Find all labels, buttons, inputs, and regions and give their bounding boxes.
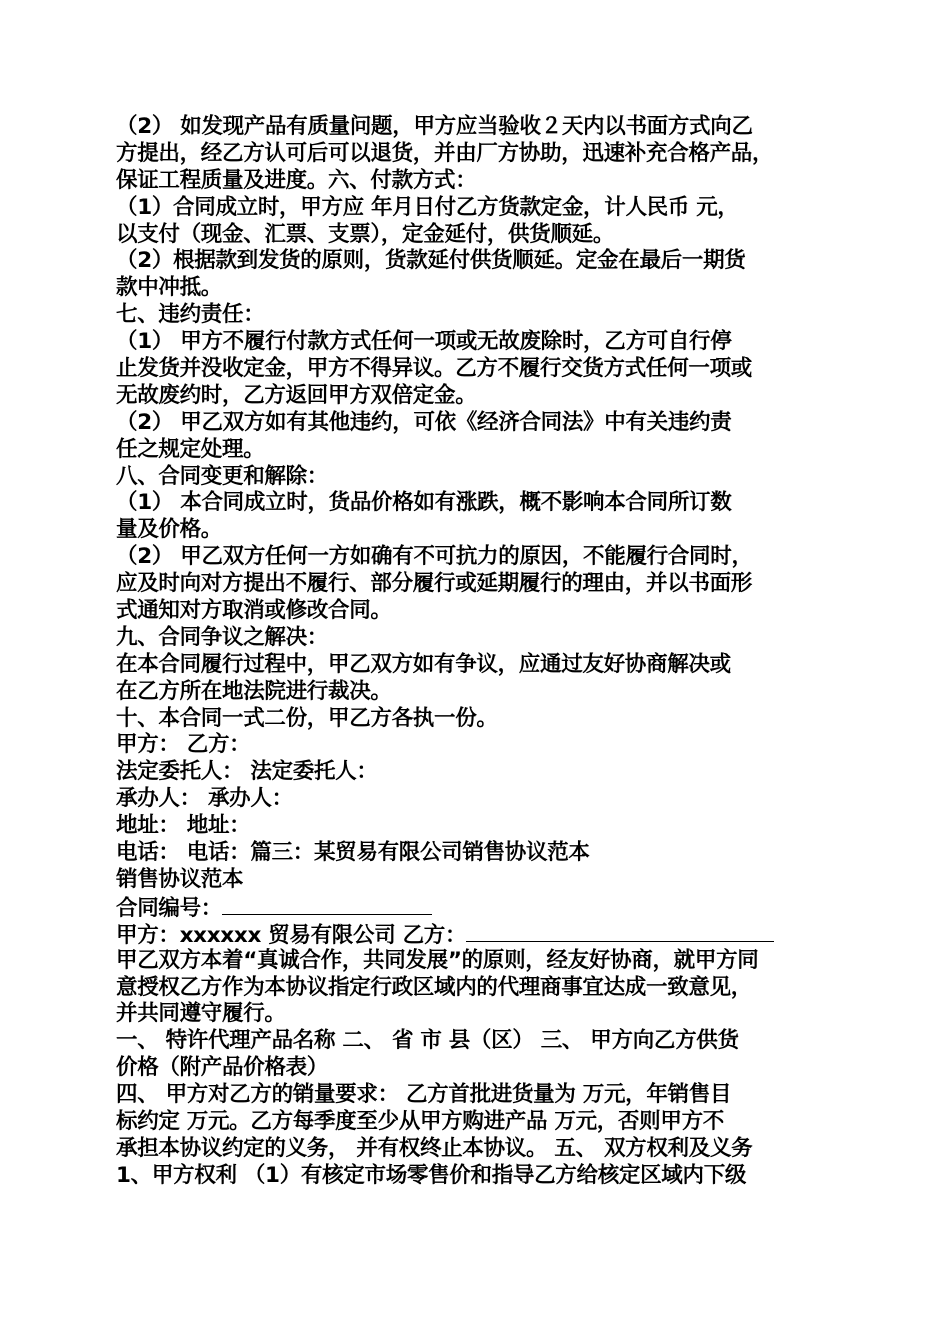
text-line: 无故废约时，乙方返回甲方双倍定金。 xyxy=(116,382,477,408)
document-page xyxy=(116,114,844,1190)
text-line: 承担本协议约定的义务， 并有权终止本协议。 五、 双方权利及义务 xyxy=(116,1135,753,1161)
signature-line: 承办人： 承办人： xyxy=(116,786,293,812)
text-line: 在乙方所在地法院进行裁决。 xyxy=(116,678,392,704)
party-label: 甲方：xxxxxx 贸易有限公司 乙方： xyxy=(116,922,467,948)
text-line: 款中冲抵。 xyxy=(116,275,223,301)
text-line: （1） 甲方不履行付款方式任何一项或无故废除时，乙方可自行停 xyxy=(116,329,732,355)
party-b-blank xyxy=(466,921,774,942)
text-line: （1） 本合同成立时，货品价格如有涨跌，概不影响本合同所订数 xyxy=(116,490,732,516)
contract-number-blank xyxy=(222,894,432,915)
text-line: 任之规定处理。 xyxy=(116,436,265,462)
text-line: （1）合同成立时，甲方应 年月日付乙方货款定金，计人民币 元， xyxy=(116,194,739,220)
text-line: 价格（附产品价格表） xyxy=(116,1055,329,1081)
text-line: 方提出，经乙方认可后可以退货，并由厂方协助，迅速补充合格产品， xyxy=(116,140,774,166)
contract-number-label: 合同编号： xyxy=(116,895,223,921)
text-line: 四、 甲方对乙方的销量要求： 乙方首批进货量为 万元，年销售目 xyxy=(116,1082,732,1108)
text-line: （2） 甲乙双方如有其他违约，可依《经济合同法》中有关违约责 xyxy=(116,409,732,435)
text-line: 保证工程质量及进度。六、付款方式： xyxy=(116,167,477,193)
signature-line: 甲方： 乙方： xyxy=(116,732,251,758)
contract-number-row xyxy=(116,894,844,921)
signature-line: 地址： 地址： xyxy=(116,813,251,839)
text-line: 标约定 万元。乙方每季度至少从甲方购进产品 万元，否则甲方不 xyxy=(116,1108,724,1134)
text-line: 量及价格。 xyxy=(116,517,223,543)
party-row xyxy=(116,921,844,948)
text-line: 一、 特许代理产品名称 二、 省 市 县（区） 三、 甲方向乙方供货 xyxy=(116,1028,739,1054)
text-line: 在本合同履行过程中，甲乙双方如有争议，应通过友好协商解决或 xyxy=(116,651,731,677)
text-line: 甲乙双方本着“真诚合作，共同发展”的原则，经友好协商，就甲方同 xyxy=(116,947,759,973)
document-title: 销售协议范本 xyxy=(116,866,244,892)
section-heading: 七、违约责任： xyxy=(116,302,265,328)
text-line: 式通知对方取消或修改合同。 xyxy=(116,598,392,624)
text-line: 意授权乙方作为本协议指定行政区域内的代理商事宜达成一致意见， xyxy=(116,974,753,1000)
text-line: 并共同遵守履行。 xyxy=(116,1001,286,1027)
text-line: （2） 甲乙双方任何一方如确有不可抗力的原因，不能履行合同时， xyxy=(116,544,753,570)
text-line: （2） 如发现产品有质量问题，甲方应当验收２天内以书面方式向乙 xyxy=(116,114,753,139)
text-line: 1、甲方权利 （1）有核定市场零售价和指导乙方给核定区域内下级 xyxy=(116,1162,747,1188)
text-line: 应及时向对方提出不履行、部分履行或延期履行的理由，并以书面形 xyxy=(116,571,753,597)
section-heading: 十、本合同一式二份，甲乙方各执一份。 xyxy=(116,705,498,731)
section-heading: 九、合同争议之解决： xyxy=(116,624,329,650)
section-heading: 八、合同变更和解除： xyxy=(116,463,329,489)
signature-line: 电话： 电话：篇三：某贸易有限公司销售协议范本 xyxy=(116,840,590,866)
text-line: 以支付（现金、汇票、支票），定金延付，供货顺延。 xyxy=(116,221,615,247)
signature-line: 法定委托人： 法定委托人： xyxy=(116,759,378,785)
text-line: 止发货并没收定金，甲方不得异议。乙方不履行交货方式任何一项或 xyxy=(116,356,753,382)
text-line: （2）根据款到发货的原则，货款延付供货顺延。定金在最后一期货 xyxy=(116,248,746,274)
